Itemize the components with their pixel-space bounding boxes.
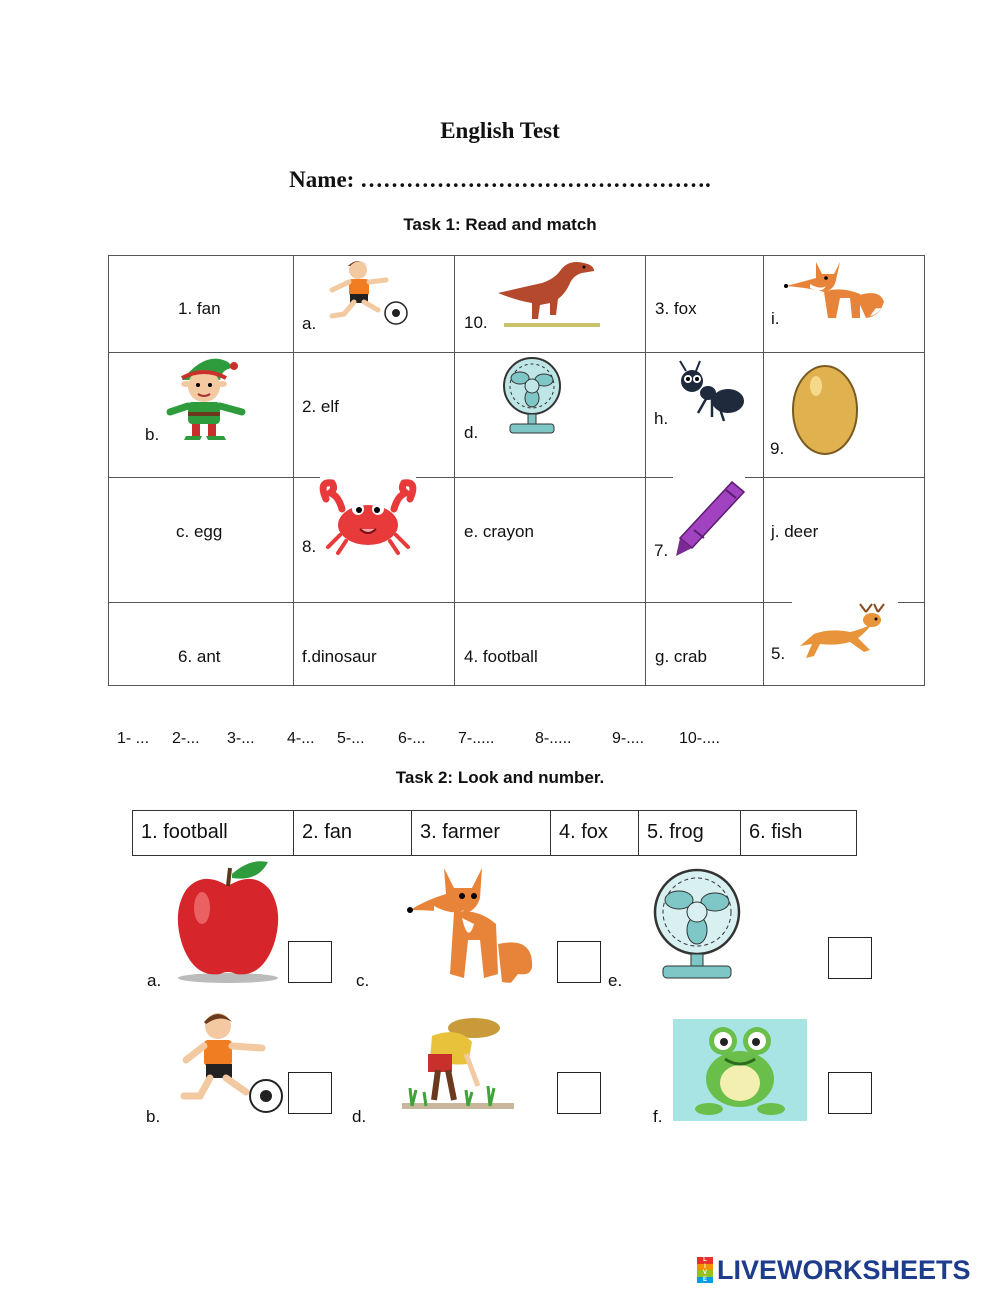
match-word-fan: 1. fan <box>178 299 221 318</box>
elf-icon <box>162 356 260 442</box>
answer-4[interactable]: 4-... <box>287 730 315 747</box>
word-frog: 5. frog <box>639 811 741 855</box>
picture-label-a: a. <box>147 971 162 990</box>
answer-box-b[interactable] <box>288 1072 332 1114</box>
logo-mark-icon: L I V E <box>697 1257 713 1283</box>
picture-label-c: c. <box>356 971 370 990</box>
word-fan: 2. fan <box>294 811 412 855</box>
farmer-icon <box>398 1014 518 1114</box>
match-label-h: h. <box>654 409 669 428</box>
answer-10[interactable]: 10-.... <box>679 730 720 747</box>
picture-label-b: b. <box>146 1107 161 1126</box>
task1-title: Task 1: Read and match <box>403 215 597 234</box>
dinosaur-icon <box>494 257 606 329</box>
answer-9[interactable]: 9-.... <box>612 730 645 747</box>
crayon-icon <box>672 478 748 558</box>
picture-label-e: e. <box>608 971 623 990</box>
word-fox: 4. fox <box>551 811 639 855</box>
word-farmer: 3. farmer <box>412 811 551 855</box>
match-label-5: 5. <box>771 644 786 663</box>
match-word-dinosaur: f.dinosaur <box>302 647 377 666</box>
deer-icon <box>790 602 900 662</box>
match-word-football: 4. football <box>464 647 538 666</box>
match-word-deer: j. deer <box>771 522 819 541</box>
answer-box-c[interactable] <box>557 941 601 983</box>
match-word-elf: 2. elf <box>302 397 339 416</box>
answer-8[interactable]: 8-..... <box>535 730 572 747</box>
match-label-a: a. <box>302 314 317 333</box>
fan-icon <box>641 866 753 984</box>
match-label-9: 9. <box>770 439 785 458</box>
apple-icon <box>172 860 284 984</box>
match-word-egg: c. egg <box>176 522 223 541</box>
football-boy-icon <box>176 1008 288 1120</box>
match-label-7: 7. <box>654 541 669 560</box>
answer-box-e[interactable] <box>828 937 872 979</box>
picture-label-f: f. <box>653 1107 663 1126</box>
egg-icon <box>790 356 860 456</box>
match-word-crab: g. crab <box>655 647 707 666</box>
word-fish: 6. fish <box>749 821 803 843</box>
fan-icon <box>490 356 574 438</box>
match-label-d: d. <box>464 423 479 442</box>
page-title: English Test <box>440 118 560 143</box>
task2-title: Task 2: Look and number. <box>395 768 605 787</box>
answer-1[interactable]: 1- ... <box>117 730 150 747</box>
fox-icon <box>780 258 890 326</box>
answer-2[interactable]: 2-... <box>172 730 200 747</box>
football-boy-icon <box>316 258 412 328</box>
answer-7[interactable]: 7-..... <box>458 730 495 747</box>
match-word-ant: 6. ant <box>178 647 221 666</box>
logo-text: LIVEWORKSHEETS <box>717 1254 971 1285</box>
answer-5[interactable]: 5-... <box>337 730 365 747</box>
match-label-b: b. <box>145 425 160 444</box>
answer-box-d[interactable] <box>557 1072 601 1114</box>
answer-box-f[interactable] <box>828 1072 872 1114</box>
match-word-crayon: e. crayon <box>464 522 534 541</box>
match-label-10: 10. <box>464 313 488 332</box>
word-football: 1. football <box>133 811 294 855</box>
liveworksheets-logo <box>697 1255 971 1285</box>
answer-3[interactable]: 3-... <box>227 730 255 747</box>
name-line: Name: ………………………………………. <box>289 167 711 192</box>
match-label-i: i. <box>771 309 780 328</box>
fox-icon <box>406 864 538 988</box>
crab-icon <box>316 479 420 555</box>
ant-icon <box>670 357 750 425</box>
match-word-fox: 3. fox <box>655 299 697 318</box>
picture-label-d: d. <box>352 1107 367 1126</box>
frog-icon <box>673 1019 807 1121</box>
word-box <box>132 810 857 856</box>
match-label-8: 8. <box>302 537 317 556</box>
answer-6[interactable]: 6-... <box>398 730 426 747</box>
answer-box-a[interactable] <box>288 941 332 983</box>
